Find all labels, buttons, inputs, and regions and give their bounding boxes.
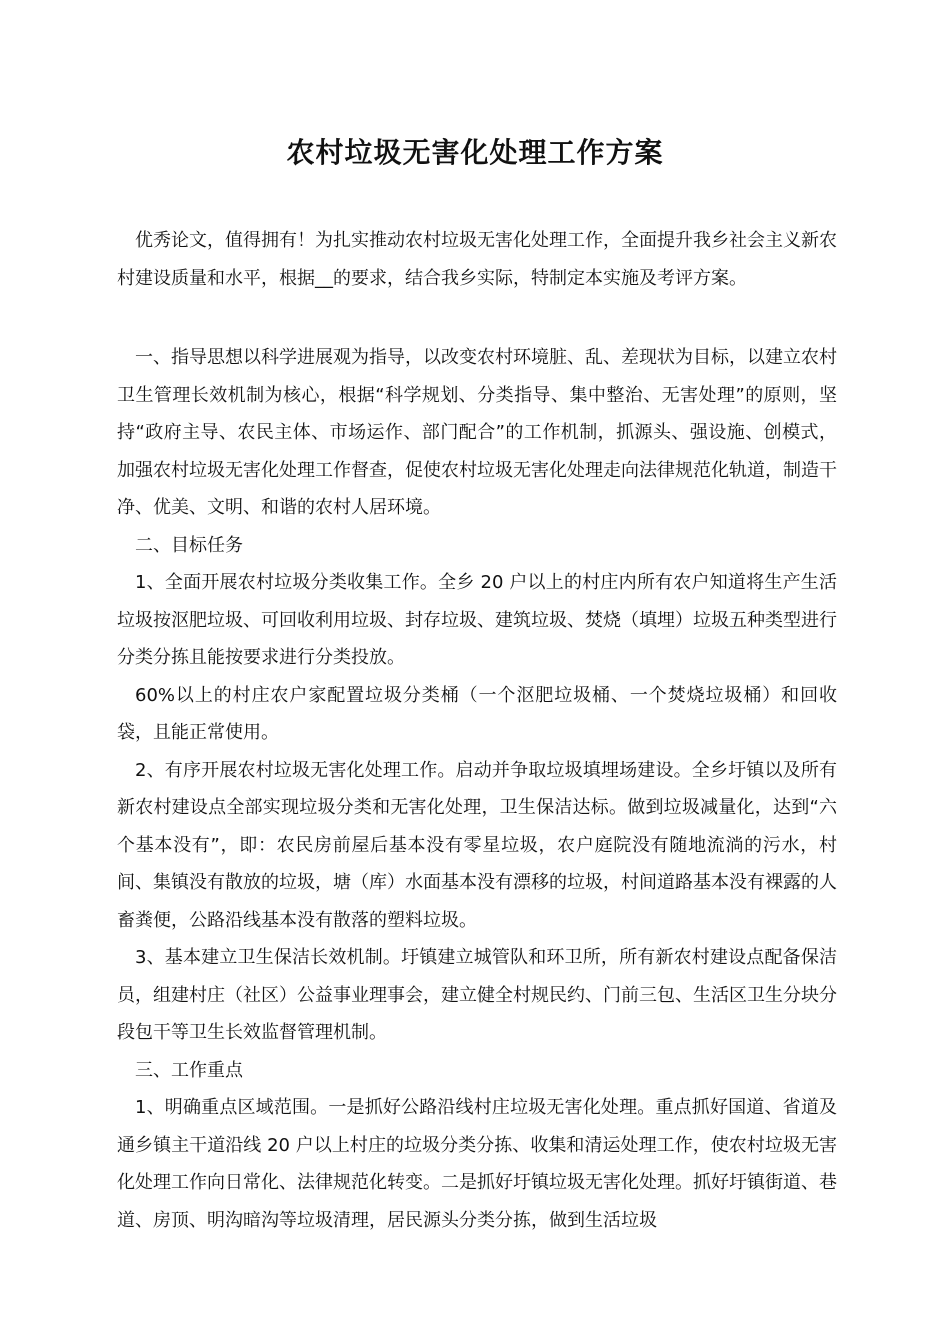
- goal-item-3: 3、基本建立卫生保洁长效机制。圩镇建立城管队和环卫所，所有新农村建设点配备保洁员，组建村庄（社区）公益事业理事会，建立健全村规民约、门前三包、生活区卫生分块分段包干等卫生长效监督管理机制。: [117, 947, 837, 1043]
- page-title: 农村垃圾无害化处理工作方案: [286, 136, 664, 169]
- intro-paragraph: 优秀论文，值得拥有！为扎实推动农村垃圾无害化处理工作，全面提升我乡社会主义新农村建设质量和水平，根据__的要求，结合我乡实际，特制定本实施及考评方案。: [117, 230, 837, 289]
- goal-item-1-continued: 60%以上的村庄农户家配置垃圾分类桶（一个沤肥垃圾桶、一个焚烧垃圾桶）和回收袋，且能正常使用。: [117, 684, 837, 743]
- goal-item-2: 2、有序开展农村垃圾无害化处理工作。启动并争取垃圾填埋场建设。全乡圩镇以及所有新农村建设点全部实现垃圾分类和无害化处理，卫生保洁达标。做到垃圾减量化，达到“六个基本没有”，即：农民房前屋后基本没有零星垃圾，农户庭院没有随地流淌的污水，村间、集镇没有散放的垃圾，塘（库）水面基本没有漂移的垃圾，村间道路基本没有裸露的人畜粪便，公路沿线基本没有散落的塑料垃圾。: [117, 759, 837, 931]
- section-heading-goals: 二、目标任务: [135, 534, 243, 556]
- document-body: [117, 222, 837, 1239]
- priority-item-1: 1、明确重点区域范围。一是抓好公路沿线村庄垃圾无害化处理。重点抓好国道、省道及通乡镇主干道沿线 20 户以上村庄的垃圾分类分拣、收集和清运处理工作，使农村垃圾无害化处理工作向日常化、法律规范化转变。二是抓好圩镇垃圾无害化处理。抓好圩镇街道、巷道、房顶、明沟暗沟等垃圾清理，居民源头分类分拣，做到生活垃圾: [117, 1097, 837, 1231]
- section-heading-priorities: 三、工作重点: [135, 1059, 243, 1081]
- section-guiding-ideology: 一、指导思想以科学进展观为指导，以改变农村环境脏、乱、差现状为目标，以建立农村卫生管理长效机制为核心，根据“科学规划、分类指导、集中整治、无害处理”的原则，坚持“政府主导、农民主体、市场运作、部门配合”的工作机制，抓源头、强设施、创模式，加强农村垃圾无害化处理工作督查，促使农村垃圾无害化处理走向法律规范化轨道，制造干净、优美、文明、和谐的农村人居环境。: [117, 347, 837, 518]
- goal-item-1: 1、全面开展农村垃圾分类收集工作。全乡 20 户以上的村庄内所有农户知道将生产生活垃圾按沤肥垃圾、可回收利用垃圾、封存垃圾、建筑垃圾、焚烧（填埋）垃圾五种类型进行分类分拣且能按要求进行分类投放。: [117, 572, 837, 668]
- paragraph-spacer: [117, 297, 837, 339]
